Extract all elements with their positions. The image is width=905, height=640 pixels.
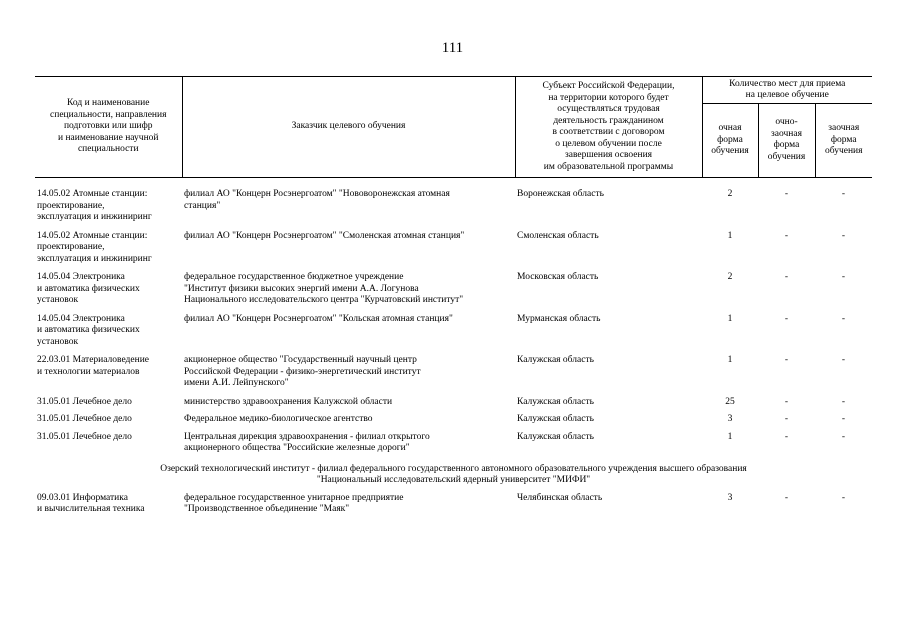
- header-code: Код и наименование специальности, направления подготовки или шифр и наименование научной специальности: [35, 77, 182, 178]
- cell-full: 25: [725, 396, 735, 407]
- admission-table: [35, 76, 872, 523]
- cell-region: Мурманская область: [517, 313, 601, 324]
- cell-part: -: [841, 272, 846, 282]
- table-row: [35, 432, 872, 462]
- cell-full: 1: [727, 313, 733, 324]
- cell-mixed: -: [784, 414, 789, 424]
- cell-code: 14.05.04 Электроника и автоматика физических установок: [37, 272, 140, 305]
- table-row: [35, 314, 872, 356]
- cell-customer: министерство здравоохранения Калужской области: [184, 396, 393, 407]
- header-places: Количество мест для приема на целевое обучение: [702, 77, 872, 104]
- cell-mixed: -: [784, 492, 789, 503]
- cell-code: 22.03.01 Материаловедение и технологии материалов: [37, 355, 149, 377]
- table-row: [35, 272, 872, 314]
- section-row: [35, 462, 872, 493]
- cell-part: -: [841, 431, 846, 442]
- cell-region: Калужская область: [517, 431, 594, 442]
- cell-part: -: [841, 189, 846, 199]
- cell-region: Челябинская область: [517, 492, 603, 503]
- cell-customer: Центральная дирекция здравоохранения - филиал открытого акционерного общества "Российские железные дороги": [184, 431, 430, 453]
- cell-region: Смоленская область: [517, 230, 599, 241]
- cell-region: Калужская область: [517, 396, 594, 407]
- cell-customer: филиал АО "Концерн Росэнергоатом" "Кольская атомная станция": [184, 313, 453, 324]
- cell-part: -: [841, 492, 846, 503]
- cell-code: 14.05.02 Атомные станции: проектирование, эксплуатация и инжиниринг: [37, 189, 152, 222]
- cell-full: 3: [727, 414, 733, 424]
- cell-customer: федеральное государственное унитарное предприятие "Производственное объединение "Маяк": [184, 492, 404, 514]
- cell-mixed: -: [784, 189, 789, 199]
- table-row: [35, 493, 872, 523]
- cell-mixed: -: [784, 230, 789, 241]
- header-customer: Заказчик целевого обучения: [182, 77, 515, 178]
- cell-part: -: [841, 355, 846, 365]
- table-row: [35, 397, 872, 415]
- table-row: [35, 414, 872, 432]
- cell-full: 1: [727, 431, 733, 442]
- cell-customer: акционерное общество "Государственный научный центр Российской Федерации - физико-энергетический институт имени А.И. Лейпунского": [184, 355, 421, 388]
- cell-region: Калужская область: [517, 414, 594, 424]
- cell-full: 1: [727, 355, 733, 365]
- page-number: 111: [441, 40, 464, 56]
- cell-part: -: [841, 230, 846, 241]
- cell-region: Московская область: [517, 272, 599, 282]
- cell-part: -: [841, 313, 846, 324]
- cell-mixed: -: [784, 396, 789, 407]
- section-title: Озерский технологический институт - филиал федерального государственного автономного образовательного учреждения высшего образования "Национальный исследовательский ядерный университет "МИФИ": [160, 463, 747, 485]
- header-full-time: очная форма обучения: [702, 103, 758, 177]
- header-part-time: заочная форма обучения: [815, 103, 872, 177]
- cell-region: Воронежская область: [517, 189, 604, 199]
- cell-code: 31.05.01 Лечебное дело: [37, 414, 132, 424]
- cell-customer: Федеральное медико-биологическое агентство: [184, 414, 373, 424]
- cell-part: -: [841, 414, 846, 424]
- cell-mixed: -: [784, 272, 789, 282]
- table-row: [35, 189, 872, 231]
- cell-customer: филиал АО "Концерн Росэнергоатом" "Нововоронежская атомная станция": [184, 189, 450, 211]
- cell-mixed: -: [784, 313, 789, 324]
- cell-mixed: -: [784, 431, 789, 442]
- cell-full: 3: [727, 492, 733, 503]
- cell-part: -: [841, 396, 846, 407]
- header-mixed: очно- заочная форма обучения: [758, 103, 815, 177]
- cell-code: 31.05.01 Лечебное дело: [37, 431, 132, 442]
- cell-code: 14.05.02 Атомные станции: проектирование, эксплуатация и инжиниринг: [37, 230, 152, 264]
- cell-full: 1: [727, 230, 733, 241]
- header-region: Субъект Российской Федерации, на территории которого будет осуществляться трудовая деятельность гражданином в соответствии с договором о целевом обучении после завершения освоения им образовательной программы: [515, 77, 702, 178]
- cell-mixed: -: [784, 355, 789, 365]
- table-row: [35, 231, 872, 273]
- cell-region: Калужская область: [517, 355, 594, 365]
- cell-code: 31.05.01 Лечебное дело: [37, 396, 132, 407]
- cell-customer: филиал АО "Концерн Росэнергоатом" "Смоленская атомная станция": [184, 230, 465, 241]
- cell-customer: федеральное государственное бюджетное учреждение "Институт физики высоких энергий имени А.А. Логунова Национального исследовательского центра "Курчатовский институт": [184, 272, 464, 305]
- cell-code: 09.03.01 Информатика и вычислительная техника: [37, 492, 145, 514]
- cell-code: 14.05.04 Электроника и автоматика физических установок: [37, 313, 140, 347]
- cell-full: 2: [727, 272, 733, 282]
- table-row: [35, 355, 872, 397]
- cell-full: 2: [727, 189, 733, 199]
